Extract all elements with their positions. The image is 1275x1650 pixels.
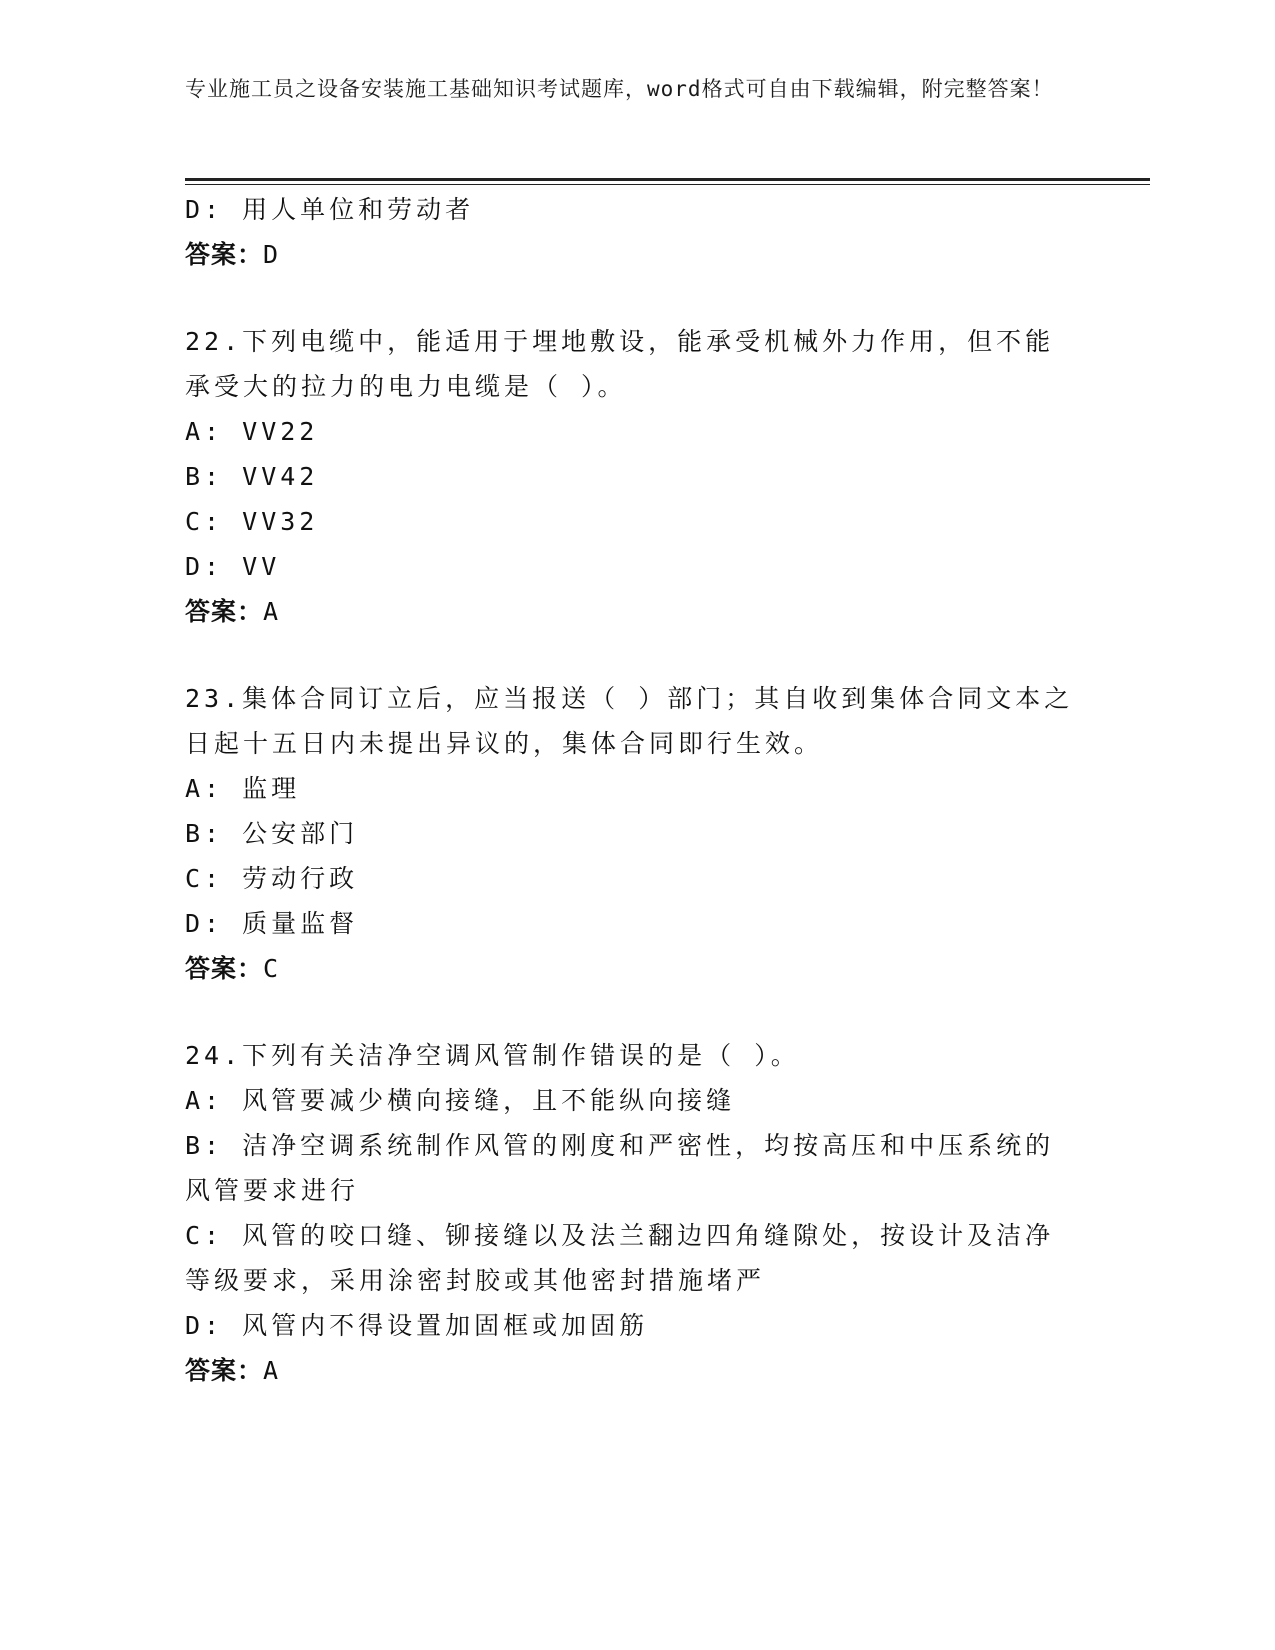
previous-question-tail [185, 187, 1085, 277]
answer-label: 答案： [185, 597, 264, 626]
question-23 [185, 676, 1085, 991]
answer-label: 答案： [185, 1356, 264, 1385]
answer-value: C [263, 954, 280, 983]
question-24 [185, 1033, 1085, 1393]
option-a: A: VV22 [185, 417, 319, 446]
document-header: 专业施工员之设备安装施工基础知识考试题库，word格式可自由下载编辑，附完整答案！ [185, 77, 1054, 101]
answer-line [185, 232, 1085, 277]
question-stem: 23.集体合同订立后，应当报送（ ）部门；其自收到集体合同文本之日起十五日内未提出异议的，集体合同即行生效。 [185, 684, 1074, 758]
answer-value: D [263, 240, 280, 269]
option-b: B: 洁净空调系统制作风管的刚度和严密性，均按高压和中压系统的风管要求进行 [185, 1131, 1055, 1205]
answer-line [185, 589, 1085, 634]
answer-label: 答案： [185, 954, 264, 983]
question-22 [185, 319, 1085, 634]
question-stem: 22.下列电缆中，能适用于埋地敷设，能承受机械外力作用，但不能承受大的拉力的电力电缆是（ ）。 [185, 327, 1055, 401]
option-b: B: 公安部门 [185, 819, 359, 848]
answer-label: 答案： [185, 240, 264, 269]
answer-line [185, 1348, 1085, 1393]
option-d: D: 质量监督 [185, 909, 359, 938]
question-stem: 24.下列有关洁净空调风管制作错误的是（ ）。 [185, 1041, 800, 1070]
option-d: D: 风管内不得设置加固框或加固筋 [185, 1311, 649, 1340]
option-d: D: 用人单位和劳动者 [185, 195, 475, 224]
answer-value: A [263, 597, 280, 626]
header-divider-thin [185, 184, 1150, 185]
question-list [185, 187, 1085, 1393]
option-a: A: 风管要减少横向接缝，且不能纵向接缝 [185, 1086, 736, 1115]
option-c: C: 风管的咬口缝、铆接缝以及法兰翻边四角缝隙处，按设计及洁净等级要求，采用涂密封胶或其他密封措施堵严 [185, 1221, 1055, 1295]
option-c: C: VV32 [185, 507, 319, 536]
option-a: A: 监理 [185, 774, 301, 803]
option-d: D: VV [185, 552, 281, 581]
option-c: C: 劳动行政 [185, 864, 359, 893]
header-divider-thick [185, 178, 1150, 181]
answer-value: A [263, 1356, 280, 1385]
answer-line [185, 946, 1085, 991]
option-b: B: VV42 [185, 462, 319, 491]
